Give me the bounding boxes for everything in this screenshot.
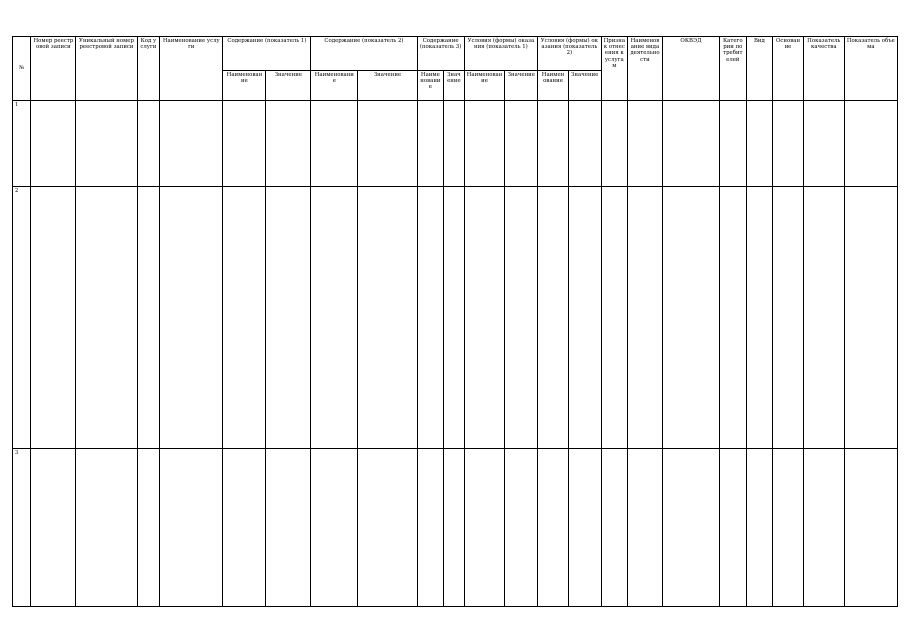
table-row — [13, 187, 898, 449]
header-conditions-2: Условия (формы) оказания (показатель 2) — [538, 37, 601, 71]
cell-c1-name — [223, 101, 266, 187]
cell-reg — [31, 187, 76, 449]
header-content-1: Содержание (показатель 1) — [223, 37, 311, 71]
header-type: Вид — [746, 37, 773, 101]
header-conditions-2-name: Наименование — [538, 71, 569, 101]
cell-quality — [803, 449, 844, 607]
cell-basis — [773, 449, 804, 607]
header-content-3-name: Наименование — [417, 71, 444, 101]
cell-u1-value — [505, 101, 538, 187]
header-no: № — [13, 37, 31, 101]
header-content-1-value: Значение — [266, 71, 311, 101]
cell-uniq — [76, 187, 137, 449]
header-reg-number: Номер реестровой записи — [31, 37, 76, 101]
header-content-3: Содержание (показатель 3) — [417, 37, 464, 71]
header-row-top — [13, 37, 898, 71]
cell-u2-name — [538, 449, 569, 607]
header-conditions-2-value: Значение — [568, 71, 601, 101]
header-content-2-value: Значение — [358, 71, 417, 101]
header-quality: Показатель качества — [803, 37, 844, 101]
cell-u1-name — [464, 187, 505, 449]
header-content-1-name: Наименование — [223, 71, 266, 101]
header-service-sign: Признак отнесения к услугам — [601, 37, 628, 101]
cell-c1-value — [266, 187, 311, 449]
cell-reg — [31, 101, 76, 187]
cell-u2-value — [568, 187, 601, 449]
cell-c2-name — [311, 101, 358, 187]
cell-uniq — [76, 101, 137, 187]
cell-basis — [773, 187, 804, 449]
cell-quality — [803, 187, 844, 449]
cell-consumers — [720, 101, 747, 187]
table-row — [13, 449, 898, 607]
header-service-code: Код услуги — [137, 37, 159, 101]
header-activity: Наименование вида деятельности — [628, 37, 663, 101]
cell-type — [746, 101, 773, 187]
cell-code — [137, 101, 159, 187]
cell-sign — [601, 101, 628, 187]
cell-c2-name — [311, 449, 358, 607]
cell-type — [746, 449, 773, 607]
header-content-2: Содержание (показатель 2) — [311, 37, 417, 71]
cell-activity — [628, 101, 663, 187]
cell-c2-value — [358, 101, 417, 187]
services-registry-table — [12, 36, 898, 607]
cell-reg — [31, 449, 76, 607]
cell-sign — [601, 187, 628, 449]
cell-uniq — [76, 449, 137, 607]
cell-consumers — [720, 449, 747, 607]
header-basis: Основание — [773, 37, 804, 101]
cell-no: 1 — [13, 101, 31, 187]
cell-u2-name — [538, 101, 569, 187]
header-unique-number: Уникальный номер реестровой записи — [76, 37, 137, 101]
cell-okved — [662, 101, 719, 187]
cell-u1-name — [464, 101, 505, 187]
cell-okved — [662, 449, 719, 607]
cell-no: 2 — [13, 187, 31, 449]
cell-consumers — [720, 187, 747, 449]
header-conditions-1-value: Значение — [505, 71, 538, 101]
header-conditions-1: Условия (формы) оказания (показатель 1) — [464, 37, 538, 71]
cell-activity — [628, 449, 663, 607]
cell-volume — [844, 449, 897, 607]
cell-name — [160, 101, 223, 187]
cell-c2-value — [358, 187, 417, 449]
cell-no: 3 — [13, 449, 31, 607]
cell-quality — [803, 101, 844, 187]
cell-c3-name — [417, 101, 444, 187]
cell-u1-name — [464, 449, 505, 607]
header-consumers: Категории потребителей — [720, 37, 747, 101]
header-okved: ОКВЭД — [662, 37, 719, 101]
registry-sheet — [12, 36, 898, 606]
cell-u2-value — [568, 449, 601, 607]
cell-name — [160, 449, 223, 607]
table-row — [13, 101, 898, 187]
cell-okved — [662, 187, 719, 449]
cell-c3-value — [444, 187, 464, 449]
cell-c1-name — [223, 187, 266, 449]
cell-c1-value — [266, 449, 311, 607]
header-volume: Показатель объема — [844, 37, 897, 101]
cell-code — [137, 449, 159, 607]
cell-c3-name — [417, 449, 444, 607]
cell-u1-value — [505, 187, 538, 449]
cell-volume — [844, 101, 897, 187]
header-content-3-value: Значение — [444, 71, 464, 101]
cell-basis — [773, 101, 804, 187]
cell-type — [746, 187, 773, 449]
header-service-name: Наименование услуги — [160, 37, 223, 101]
cell-sign — [601, 449, 628, 607]
cell-c3-value — [444, 101, 464, 187]
cell-c3-value — [444, 449, 464, 607]
cell-activity — [628, 187, 663, 449]
header-conditions-1-name: Наименование — [464, 71, 505, 101]
cell-u1-value — [505, 449, 538, 607]
cell-u2-value — [568, 101, 601, 187]
cell-c1-name — [223, 449, 266, 607]
cell-volume — [844, 187, 897, 449]
cell-c2-value — [358, 449, 417, 607]
cell-u2-name — [538, 187, 569, 449]
header-content-2-name: Наименование — [311, 71, 358, 101]
cell-c2-name — [311, 187, 358, 449]
cell-code — [137, 187, 159, 449]
cell-name — [160, 187, 223, 449]
cell-c3-name — [417, 187, 444, 449]
cell-c1-value — [266, 101, 311, 187]
